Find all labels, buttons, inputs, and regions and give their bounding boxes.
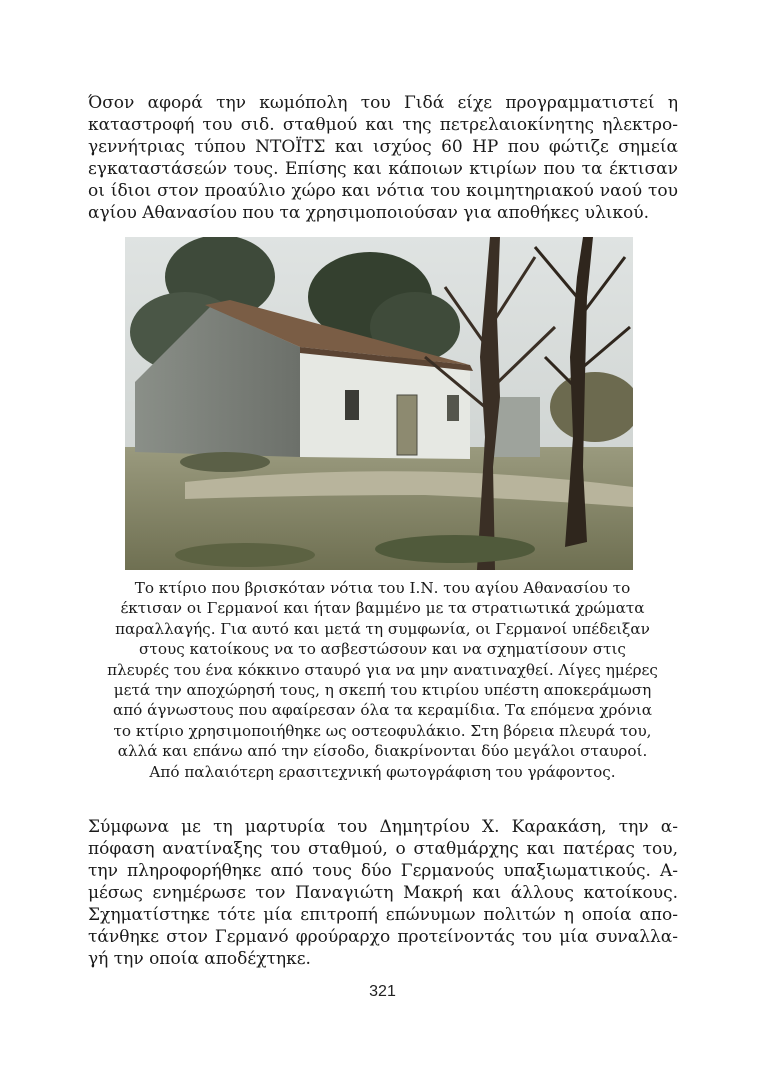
building-photograph bbox=[125, 237, 633, 570]
caption-line: παραλλαγής. Για αυτό και μετά τη συμφωνία, οι Γερμανοί υπέδειξαν bbox=[115, 619, 650, 638]
caption-line: από άγνωστους που αφαίρεσαν όλα τα κεραμίδια. Τα επόμενα χρόνια bbox=[112, 701, 653, 720]
caption-line: Από παλαιότερη ερασιτεχνική φωτογράφιση του γράφοντος. bbox=[149, 762, 616, 781]
body-paragraph-1 bbox=[88, 92, 678, 224]
caption-line: μετά την αποχώρησή τους, η σκεπή του κτιρίου υπέστη αποκεράμωση bbox=[113, 681, 652, 700]
text-line: την πληροφορήθηκε από τους δύο Γερμανούς υπαξιωματικούς. Α- bbox=[88, 861, 678, 881]
text-line: Όσον αφορά την κωμόπολη του Γιδά είχε προγραμματιστεί η bbox=[88, 93, 678, 113]
building-photo-illustration bbox=[125, 237, 633, 570]
photo-caption bbox=[100, 578, 665, 782]
text-line: μέσως ενημέρωσε τον Παναγιώτη Μακρή και άλλους κατοίκους. bbox=[88, 883, 678, 903]
text-line: καταστροφή του σιδ. σταθμού και της πετρελαιοκίνητης ηλεκτρο- bbox=[88, 115, 678, 135]
text-line: εγκαταστάσεών τους. Επίσης και κάποιων κτιρίων που τα έκτισαν bbox=[88, 159, 678, 179]
caption-line: στους κατοίκους να το ασβεστώσουν και να σχηματίσουν στις bbox=[139, 640, 626, 659]
caption-line: πλευρές του ένα κόκκινο σταυρό για να μην ανατιναχθεί. Λίγες ημέρες bbox=[107, 660, 658, 679]
text-line: αγίου Αθανασίου που τα χρησιμοποιούσαν για αποθήκες υλικού. bbox=[88, 203, 650, 223]
caption-line: αλλά και επάνω από την είσοδο, διακρίνονται δύο μεγάλοι σταυροί. bbox=[117, 742, 648, 761]
text-line: πόφαση ανατίναξης του σταθμού, ο σταθμάρχης και πατέρας του, bbox=[88, 839, 678, 859]
body-paragraph-2 bbox=[88, 816, 678, 970]
caption-line: το κτίριο χρησιμοποιήθηκε ως οστεοφυλάκιο. Στη βόρεια πλευρά του, bbox=[113, 721, 652, 740]
caption-line: έκτισαν οι Γερμανοί και ήταν βαμμένο με τα στρατιωτικά χρώματα bbox=[120, 599, 645, 618]
text-line: γεννήτριας τύπου ΝΤΟΪΤΣ και ισχύος 60 ΗΡ που φώτιζε σημεία bbox=[88, 137, 678, 157]
text-line: Σύμφωνα με τη μαρτυρία του Δημητρίου Χ. Καρακάση, την α- bbox=[88, 817, 678, 837]
text-line: οι ίδιοι στον προαύλιο χώρο και νότια του κοιμητηριακού ναού του bbox=[88, 181, 678, 201]
caption-line: Το κτίριο που βρισκόταν νότια του Ι.Ν. του αγίου Αθανασίου το bbox=[134, 579, 631, 597]
page-number: 321 bbox=[369, 983, 396, 1000]
text-line: Σχηματίστηκε τότε μία επιτροπή επώνυμων πολιτών η οποία απο- bbox=[88, 905, 678, 925]
text-line: γή την οποία αποδέχτηκε. bbox=[88, 949, 311, 969]
text-line: τάνθηκε στον Γερμανό φρούραρχο προτείνοντάς του μία συναλλα- bbox=[88, 927, 678, 947]
